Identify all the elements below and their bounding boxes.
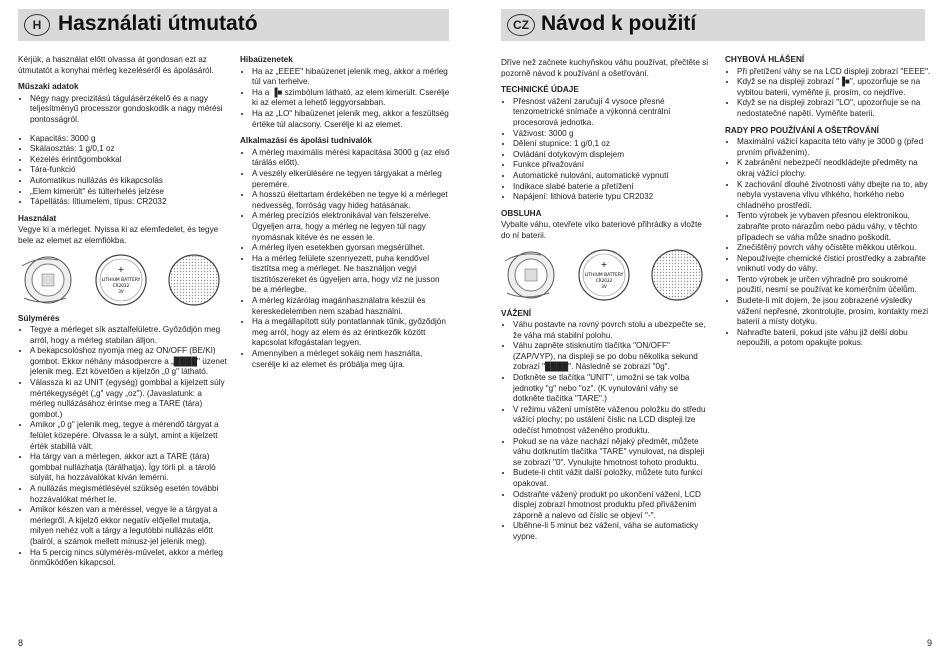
list-item: • A mérleg kizárólag magánhasználatra készül és kereskedelemben nem szabad használni. (252, 296, 450, 317)
battery-label-line1: LITHIUM BATTERY (101, 277, 141, 283)
list-item: • Nepoužívejte chemické čisticí prostředky a zabraňte vniknutí vody do váhy. (737, 254, 935, 275)
list-item: • Nahraďte baterii, pokud jste váhu již delší dobu nepoužili, a potom opakujte pokus. (737, 328, 935, 349)
column-right-1 (501, 58, 711, 547)
list-item: • Automatické nulování, automatické vypnutí (513, 171, 711, 182)
list-item: • Když se na displeji zobrazí "▐■", upozorňuje se na vybitou baterii, vyměňte ji, prosím, co nejdříve. (737, 77, 935, 98)
page-title: Návod k použití (541, 12, 697, 35)
column-right-2 (725, 55, 935, 353)
list-item: • Tára-funkció (30, 165, 228, 176)
list-item: • Maximální vážicí kapacita této váhy je 3000 g (před prvním přivážením). (737, 137, 935, 158)
care-list (725, 137, 935, 349)
list-item: • Kezelés érintőgombokkal (30, 155, 228, 166)
language-badge: CZ (507, 14, 535, 36)
list-item: • Automatikus nullázás és kikapcsolás (30, 176, 228, 187)
list-item: • Válassza ki az UNIT (egység) gombbal a kijelzett súly mértékegységét („g" vagy „oz"). (Javaslatunk: a mérleg nullázásához érintse meg a TARE (tára) gombot.) (30, 378, 228, 420)
use-text: Vegye ki a mérleget. Nyissa ki az elemfedelet, és tegye bele az elemet az elemfiókba. (18, 225, 219, 245)
page-title: Használati útmutató (58, 12, 258, 35)
page-number: 8 (18, 638, 24, 648)
svg-text:+: + (117, 264, 125, 274)
battery-label-line1: LITHIUM BATTERY (584, 272, 624, 278)
list-item: • Tento výrobek je vybaven přesnou elektronikou, zabraňte proto nárazům nebo pádu váhy, v těchto případech se váha může snadno poškodit. (737, 211, 935, 243)
battery-label-line3: 3V (118, 288, 124, 294)
weigh-list (501, 320, 711, 542)
battery-illustration (18, 252, 228, 308)
care-heading: Alkalmazási és ápolási tudnivalók (240, 136, 372, 146)
list-item: • A nullázás megismétlésével szükség esetén további hozzávalókat mérhet le. (30, 484, 228, 505)
errors-list (725, 67, 935, 120)
list-item: • Ha a megállapított súly pontatlannak tűnik, győződjön meg arról, hogy az elem és az érintkezők között kapcsolat kifogástalan legyen. (252, 317, 450, 349)
list-item: • A veszély elkerülésére ne tegyen tárgyakat a mérleg peremére. (252, 169, 450, 190)
list-item: • Funkce přivažování (513, 160, 711, 171)
tech-heading: TECHNICKÉ ÚDAJE (501, 85, 579, 95)
intro-text: Kérjük, a használat előtt olvassa át gondosan ezt az útmutatót a konyhai mérleg kezeléséről és ápolásáról. (18, 55, 214, 75)
list-item: • Ovládání dotykovým displejem (513, 150, 711, 161)
page-number: 9 (927, 638, 933, 648)
use-heading: OBSLUHA (501, 208, 542, 218)
list-item: • K zachování dlouhé životnosti váhy dbejte na to, aby nebyla vystavena vlivu vlhkého, horkého nebo chladného prostředí. (737, 180, 935, 212)
battery-compartment-image (18, 252, 78, 308)
list-item: • Skálaosztás: 1 g/0,1 oz (30, 144, 228, 155)
list-item: • K zabránění nebezpečí neodkládejte předměty na okraj vážící plochy. (737, 158, 935, 179)
intro-text: Dříve než začnete kuchyňskou váhu používat, přečtěte si pozorně návod k používání a ošetřování. (501, 58, 709, 78)
errors-list (240, 67, 450, 131)
list-item: • Amennyiben a mérleget sokáig nem használta, cserélje ki az elemet és próbálja meg újra. (252, 349, 450, 370)
list-item: • Uběhne-li 5 minut bez vážení, váha se automaticky vypne. (513, 521, 711, 542)
list-item: • Indikace slabé baterie a přetížení (513, 182, 711, 193)
list-item: • Dělení stupnice: 1 g/0,1 oz (513, 139, 711, 150)
list-item: • Váhu postavte na rovný povrch stolu a ubezpečte se, že váha má stabilní polohu. (513, 320, 711, 341)
list-item: • Pokud se na váze nachází nějaký předmět, můžete váhu dotknutím tlačítka "TARE" vynulovat, na displeji se zobrazí "0". Vynulujte hmotnost tohoto produktu. (513, 437, 711, 469)
title-banner (501, 9, 925, 41)
list-item: • Znečištěný povrch váhy očistěte měkkou utěrkou. (737, 243, 935, 254)
tech-list (18, 94, 228, 208)
list-item: • A mérleg ilyen esetekben gyorsan megsérülhet. (252, 243, 450, 254)
list-item: • Tápellátás: lítiumelem, típus: CR2032 (30, 197, 228, 208)
list-item: • Budete-li chtít vážit další položky, můžete tuto funkci opakovat. (513, 468, 711, 489)
weigh-list (18, 325, 228, 569)
tech-heading: Műszaki adatok (18, 82, 79, 92)
list-item: • Při přetížení váhy se na LCD displeji zobrazí "EEEE". (737, 67, 935, 78)
column-left-2 (240, 55, 450, 374)
list-item: • „Elem kimerült" és túlterhelés jelzése (30, 187, 228, 198)
list-item: • Váživost: 3000 g (513, 129, 711, 140)
list-item: • Ha a ▐■ szimbólum látható, az elem kimerült. Cserélje ki az elemet a lehető leggyorsabban. (252, 88, 450, 109)
list-item: • A hosszú élettartam érdekében ne tegye ki a mérleget nedvesség, forróság vagy hideg hatásának. (252, 190, 450, 211)
care-heading: RADY PRO POUŽÍVÁNÍ A OŠETŘOVÁNÍ (725, 125, 879, 135)
weigh-heading: Súlymérés (18, 313, 60, 323)
list-item: • Kapacitás: 3000 g (30, 134, 228, 145)
list-item: • Dotkněte se tlačítka "UNIT", umožní se tak volba jednotky "g" nebo "oz". (K vynulování váhy se dotkněte tlačítka "TARE".) (513, 373, 711, 405)
list-item: • Napájení: lithiová baterie typu CR2032 (513, 192, 711, 203)
list-item: • Tento výrobek je určen výhradně pro soukromé použití, nesmí se používat ke komerčním účelům. (737, 275, 935, 296)
battery-label-line2: CR2032 (112, 282, 130, 288)
battery-compartment-image (501, 247, 561, 303)
errors-heading: CHYBOVÁ HLÁŠENÍ (725, 55, 805, 64)
use-heading: Használat (18, 213, 57, 223)
title-banner (18, 9, 449, 41)
list-item: • Ha a mérleg felülete szennyezett, puha kendővel tisztítsa meg a mérleget. Ne használjon vegyi tisztítószereket és ügyeljen arra, hogy víz ne jusson be a mérlegbe. (252, 254, 450, 296)
list-item: • Ha az „EEEE" hibaüzenet jelenik meg, akkor a mérleg túl van terhelve. (252, 67, 450, 88)
list-item: • Váhu zapněte stisknutím tlačítka "ON/OFF" (ZAP/VYP), na displeji se po dobu několika sekund zobrazí "████". Následně se zobrazí "0g". (513, 341, 711, 373)
page-czech (475, 0, 950, 670)
list-item: • Amikor „0 g" jelenik meg, tegye a mérendő tárgyat a felület közepére. Olvassa le a súlyt, amint a kijelzett érték stabillá vált. (30, 420, 228, 452)
care-list (240, 148, 450, 370)
list-item: • Budete-li mít dojem, že jsou zobrazené výsledky vážení nepřesné, zkontrolujte, prosím, kontakty mezi baterií a místy dotyku. (737, 296, 935, 328)
language-badge: H (24, 14, 50, 36)
battery-coin-image (92, 252, 150, 308)
list-item: • A bekapcsolóshoz nyomja meg az ON/OFF (BE/KI) gombot. Ekkor néhány másodpercre a „████" üzenet jelenik meg. Ezt követően a kijelzőn „0 g" látható. (30, 346, 228, 378)
battery-cover-image (164, 252, 224, 308)
tech-list (501, 97, 711, 203)
list-item: • A mérleg precíziós elektronikával van felszerelve. Ügyeljen arra, hogy a mérleg ne legyen túl nagy nyomásnak kitéve és ne essen le. (252, 211, 450, 243)
list-item: • Amikor készen van a méréssel, vegye le a tárgyat a mérlegről. A kijelző ekkor negatív előjellel mutatja, milyen nehéz volt a tárgy a legutóbbi nullázás előtt (balról, a számok mellett mínusz-jel jelenik meg). (30, 505, 228, 547)
battery-coin-image (575, 247, 633, 303)
list-item: • Ha 5 percig nincs súlymérés-művelet, akkor a mérleg önműködően kikapcsol. (30, 548, 228, 569)
list-item: • Odstraňte vážený produkt po ukončení vážení, LCD displej zobrazí hmotnost produktu před přivážením záporně a nalevo od číslic se objeví "-". (513, 490, 711, 522)
errors-heading: Hibaüzenetek (240, 55, 293, 64)
list-item: • Přesnost vážení zaručují 4 vysoce přesné tenzometrické snímače a výkonná centrální procesorová jednotka. (513, 97, 711, 129)
column-left-1 (18, 55, 228, 573)
list-item: • A mérleg maximális mérési kapacitása 3000 g (az első tárálás előtt). (252, 148, 450, 169)
use-text: Vybalte váhu, otevřete víko bateriové přihrádky a vložte do ní baterii. (501, 220, 702, 240)
list-item: • Négy nagy precizitású tágulásérzékelő és a nagy teljesítményű processzor gondoskodik a nagy mérési pontosságról. (30, 94, 228, 126)
weigh-heading: VÁŽENÍ (501, 308, 532, 318)
list-item: • Ha az „LO" hibaüzenet jelenik meg, akkor a feszültség értéke túl alacsony. Cserélje ki az elemet. (252, 109, 450, 130)
list-item: • V režimu vážení umístěte váženou položku do středu vážící plochy; po ustálení číslic na LCD displeji lze odečíst hmotnost váženého produktu. (513, 405, 711, 437)
battery-cover-image (647, 247, 707, 303)
battery-illustration (501, 247, 711, 303)
battery-label-line2: CR2032 (595, 277, 613, 283)
list-item: • Tegye a mérleget sík asztalfelületre. Győződjön meg arról, hogy a mérleg stabilan álljon. (30, 325, 228, 346)
svg-text:+: + (600, 259, 608, 269)
battery-label-line3: 3V (601, 283, 607, 289)
list-item: • Když se na displeji zobrazí "LO", upozorňuje se na nedostatečné napětí. Vyměňte baterii. (737, 98, 935, 119)
list-item: • Ha tárgy van a mérlegen, akkor azt a TARE (tára) gombbal nullázhatja (tárálhatja). Így törli pl. a tároló súlyát, ha hozzávalókat kíván lemérni. (30, 452, 228, 484)
